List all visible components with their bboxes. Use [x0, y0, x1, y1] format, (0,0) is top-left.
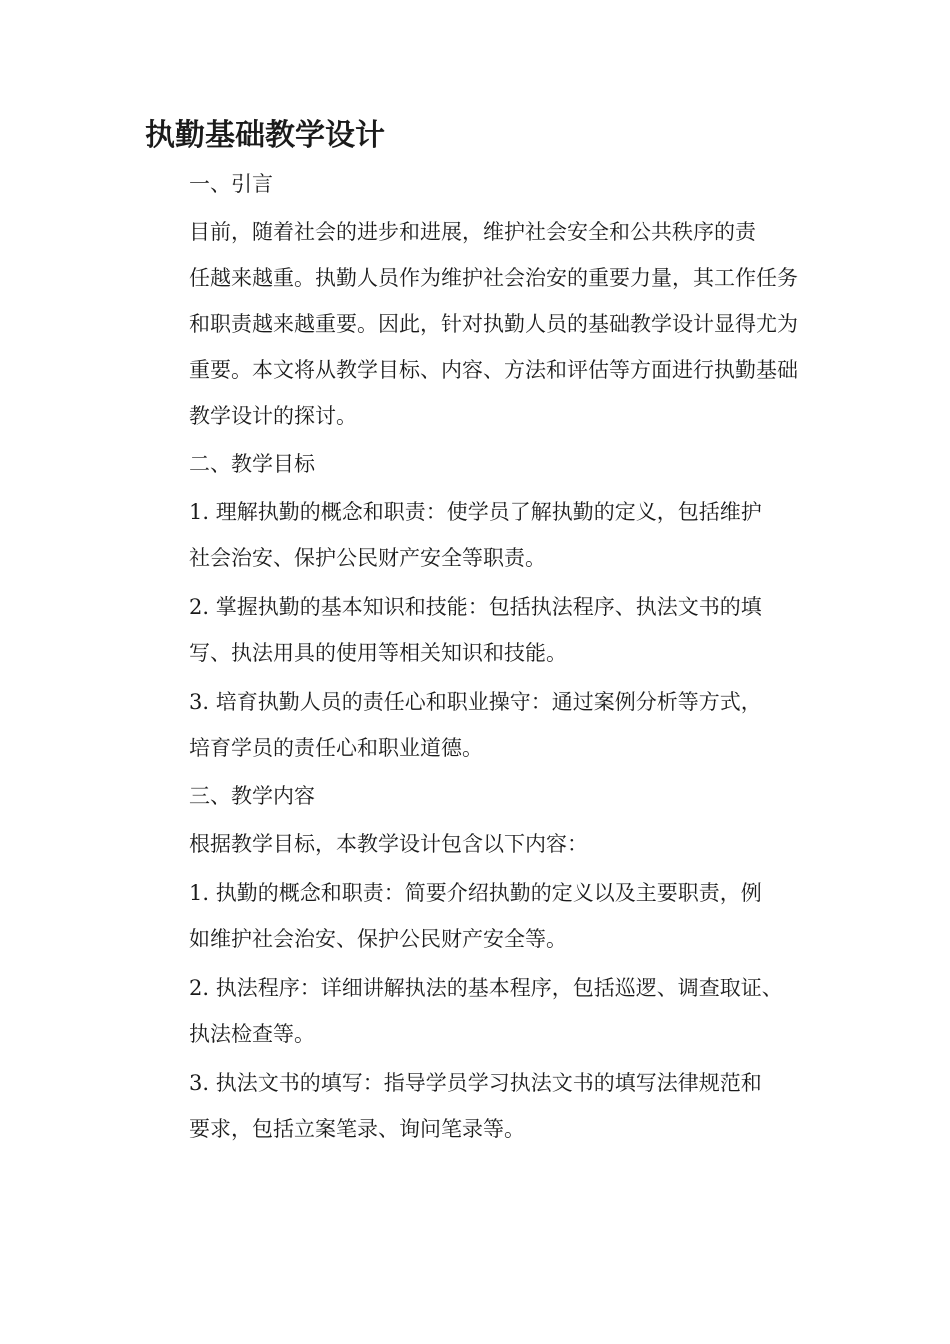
section-heading-content: 三、教学内容	[189, 784, 315, 808]
list-item	[145, 584, 813, 676]
list-item	[145, 679, 813, 771]
paragraph-line: 写、执法用具的使用等相关知识和技能。	[189, 641, 567, 665]
paragraph-line: 1. 执勤的概念和职责：简要介绍执勤的定义以及主要职责，例	[189, 881, 762, 905]
document-title: 执勤基础教学设计	[145, 118, 385, 153]
paragraph-line: 3. 培育执勤人员的责任心和职业操守：通过案例分析等方式，	[189, 690, 762, 714]
paragraph-line: 社会治安、保护公民财产安全等职责。	[189, 546, 546, 570]
section-heading-introduction: 一、引言	[189, 172, 273, 196]
paragraph-line: 2. 执法程序：详细讲解执法的基本程序，包括巡逻、调查取证、	[189, 976, 783, 1000]
paragraph-line: 执法检查等。	[189, 1022, 315, 1046]
paragraph-line: 1. 理解执勤的概念和职责：使学员了解执勤的定义，包括维护	[189, 500, 762, 524]
paragraph-line: 和职责越来越重要。因此，针对执勤人员的基础教学设计显得尤为	[189, 312, 798, 336]
section-heading-objectives: 二、教学目标	[189, 452, 315, 476]
paragraph-line: 教学设计的探讨。	[189, 404, 357, 428]
list-item	[145, 965, 813, 1057]
paragraph-line: 目前，随着社会的进步和进展，维护社会安全和公共秩序的责	[189, 220, 756, 244]
paragraph	[145, 209, 813, 439]
paragraph-line: 3. 执法文书的填写：指导学员学习执法文书的填写法律规范和	[189, 1071, 762, 1095]
paragraph-line: 要求，包括立案笔录、询问笔录等。	[189, 1117, 525, 1141]
paragraph-line: 重要。本文将从教学目标、内容、方法和评估等方面进行执勤基础	[189, 358, 798, 382]
paragraph-line: 根据教学目标，本教学设计包含以下内容：	[189, 832, 588, 856]
paragraph-line: 如维护社会治安、保护公民财产安全等。	[189, 927, 567, 951]
list-item	[145, 870, 813, 962]
paragraph-line: 2. 掌握执勤的基本知识和技能：包括执法程序、执法文书的填	[189, 595, 762, 619]
paragraph-line: 任越来越重。执勤人员作为维护社会治安的重要力量，其工作任务	[189, 266, 798, 290]
list-item	[145, 489, 813, 581]
paragraph-line: 培育学员的责任心和职业道德。	[189, 736, 483, 760]
document-body	[145, 162, 813, 1155]
list-item	[145, 1060, 813, 1152]
paragraph	[145, 821, 813, 867]
